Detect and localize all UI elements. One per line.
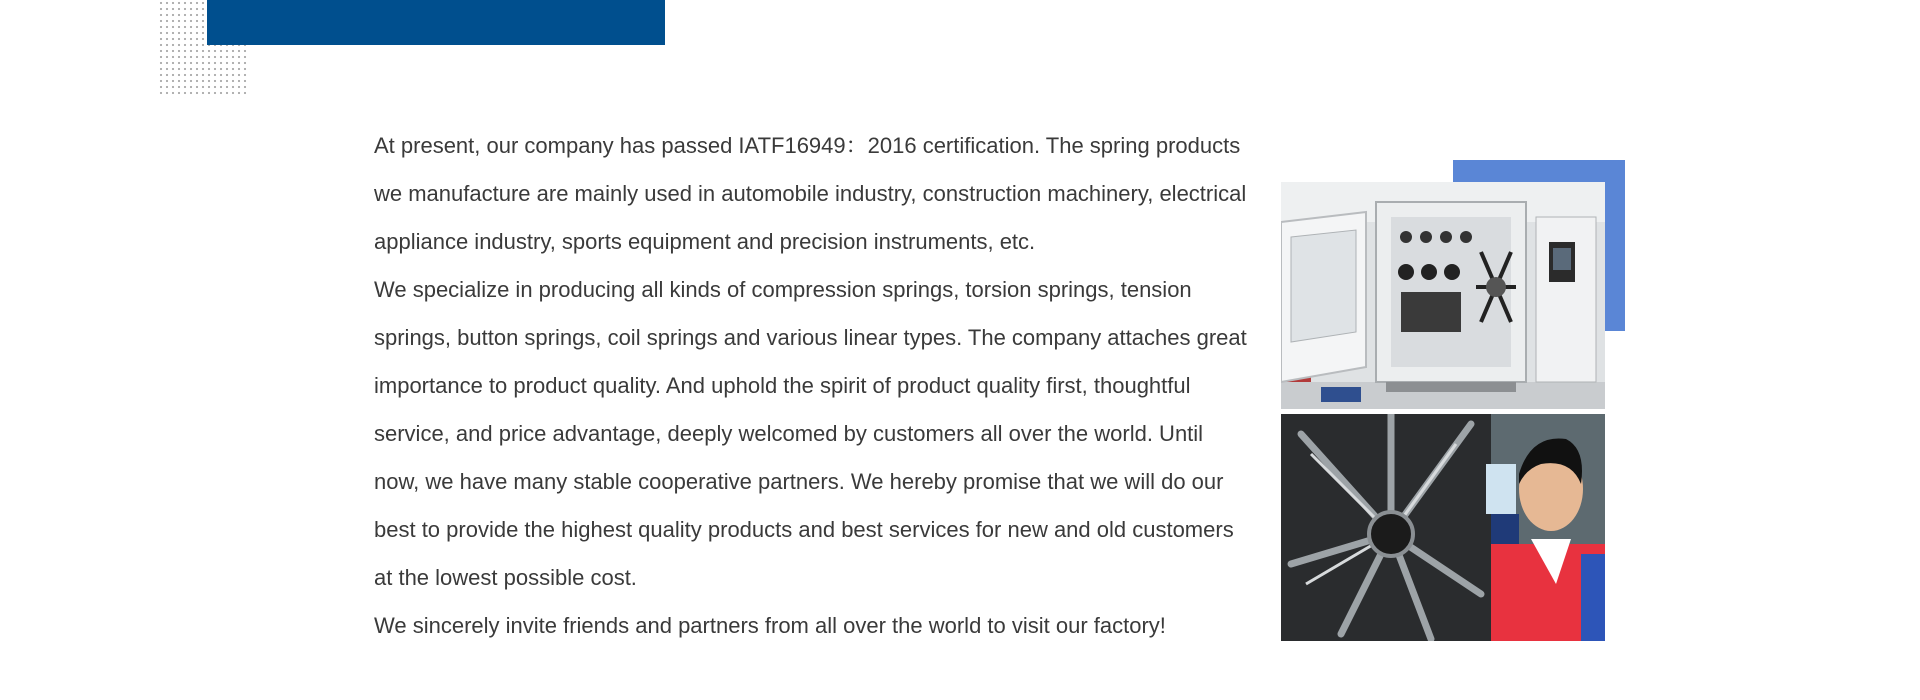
intro-paragraph-products: We specialize in producing all kinds of compression springs, torsion springs, tension springs, button springs, coil springs and various linear types. The company attaches great importance to product quality. And uphold the spirit of product quality first, thoughtful service, and price advantage, deeply welcomed by customers all over the world. Until now, we have many stable cooperative partners. We hereby promise that we will do our best to provide the highest quality products and best services for new and old customers at the lowest possible cost. <box>374 277 1247 590</box>
header-color-bar <box>207 0 665 45</box>
factory-images <box>1281 160 1625 642</box>
intro-paragraph-invitation: We sincerely invite friends and partners from all over the world to visit our factory! <box>374 613 1166 638</box>
operator-photo <box>1281 414 1605 641</box>
company-introduction <box>374 122 1254 650</box>
spring-machine-photo <box>1281 182 1605 409</box>
intro-paragraph-certification: At present, our company has passed IATF16949：2016 certification. The spring products we manufacture are mainly used in automobile industry, construction machinery, electrical appliance industry, sports equipment and precision instruments, etc. <box>374 133 1247 254</box>
